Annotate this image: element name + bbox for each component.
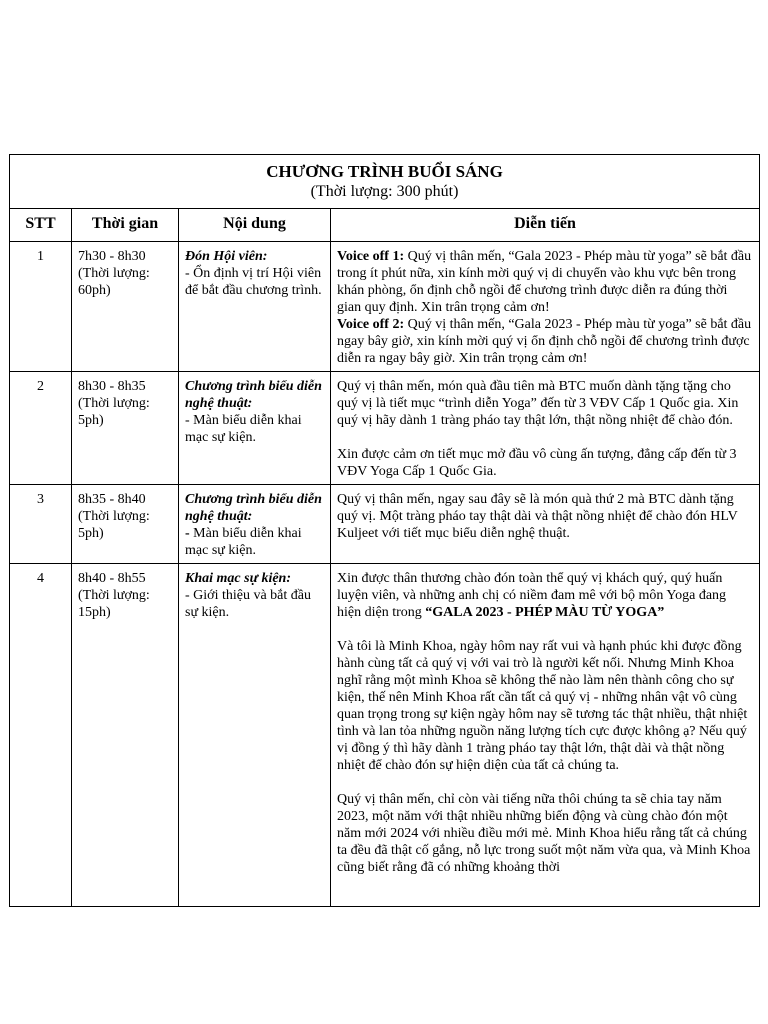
row-content-desc: Màn biểu diễn khai mạc sự kiện. — [185, 526, 302, 558]
row-stt: 3 — [10, 485, 72, 564]
row-time-cell — [72, 564, 179, 907]
row-progress-cell — [331, 564, 760, 907]
page-title: CHƯƠNG TRÌNH BUỔI SÁNG — [266, 162, 503, 181]
progress-paragraph: Và tôi là Minh Khoa, ngày hôm nay rất vui và hạnh phúc khi được đồng hành cùng tất cả quý vị với vai trò là người kết nối. Nhưng Minh Khoa nghĩ rằng một mình Khoa sẽ không thể nào làm nên thành công cho sự kiện, thế nên Minh Khoa rất cần tất cả quý vị - những nhân vật vô cùng quan trọng trong sự kiện ngày hôm nay sẽ tương tác thật nhiều, thật nhiệt tình và lan tỏa những nguồn năng lượng tích cực được không ạ? Nếu quý vị đồng ý thì hãy dành 1 tràng pháo tay thật lớn, thật dài và thật nồng nhiệt để chào đón sự hiện diện của tất cả chúng ta. — [337, 639, 748, 773]
column-header-stt: STT — [10, 209, 72, 242]
row-content-cell — [179, 564, 331, 907]
table-row — [10, 485, 760, 564]
row-stt: 1 — [10, 242, 72, 372]
row-time: 7h30 - 8h30 — [78, 249, 146, 264]
row-content-title: Chương trình biểu diễn nghệ thuật: — [185, 492, 322, 524]
voice-off-1 — [337, 248, 753, 316]
table-row — [10, 564, 760, 907]
page-subtitle: (Thời lượng: 300 phút) — [310, 183, 459, 200]
table-row — [10, 242, 760, 372]
progress-paragraph: Xin được cảm ơn tiết mục mở đầu vô cùng ấn tượng, đẳng cấp đến từ 3 VĐV Yoga Cấp 1 Quốc Gia. — [337, 447, 737, 479]
row-content-cell — [179, 242, 331, 372]
row-duration: (Thời lượng: 60ph) — [78, 266, 150, 298]
progress-paragraph: Quý vị thân mến, ngay sau đây sẽ là món quà thứ 2 mà BTC dành tặng quý vị. Một tràng pháo tay thật dài và thật nồng nhiệt để chào đón HLV Kuljeet với tiết mục biểu diễn nghệ thuật. — [337, 492, 738, 541]
row-stt: 4 — [10, 564, 72, 907]
progress-paragraph: Quý vị thân mến, chỉ còn vài tiếng nữa thôi chúng ta sẽ chia tay năm 2023, một năm với thật nhiều những biến động và cùng chào đón một năm mới 2024 với nhiều điều mới mẻ. Minh Khoa hiểu rằng tất cả chúng ta đều đã thật cố gắng, nỗ lực trong suốt một năm vừa qua, và Minh Khoa cũng biết rằng đã có những khoảng thời — [337, 792, 751, 875]
row-content-desc: - Màn biểu diễn khai mạc sự kiện. — [185, 413, 302, 445]
column-header-content: Nội dung — [179, 209, 331, 242]
program-table — [9, 154, 760, 907]
row-time: 8h30 - 8h35 — [78, 379, 146, 394]
voice-off-2-label: Voice off 2: — [337, 317, 405, 332]
row-content-desc: - Giới thiệu và bắt đầu sự kiện. — [185, 588, 311, 620]
row-time-cell — [72, 242, 179, 372]
table-title-row — [10, 155, 760, 209]
row-content-title: Chương trình biểu diễn nghệ thuật: — [185, 379, 322, 411]
progress-text: Xin được thân thương chào đón toàn thể quý vị khách quý, quý huấn luyện viên, và những anh chị có niềm đam mê với bộ môn Yoga đang hiện diện trong — [337, 571, 727, 620]
row-duration: (Thời lượng: 15ph) — [78, 588, 150, 620]
table-header-row — [10, 209, 760, 242]
progress-paragraph — [337, 570, 753, 621]
voice-off-2-text: Quý vị thân mến, “Gala 2023 - Phép màu từ yoga” sẽ bắt đầu ngay bây giờ, xin kính mời quý vị ổn định chỗ ngồi để chương trình được diễn ra ngay bây giờ. Xin trân trọng cảm ơn! — [337, 317, 752, 366]
row-content-title: Khai mạc sự kiện: — [185, 571, 292, 586]
row-content-cell — [179, 372, 331, 485]
voice-off-2 — [337, 316, 753, 367]
voice-off-1-label: Voice off 1: — [337, 249, 405, 264]
event-name: “GALA 2023 - PHÉP MÀU TỪ YOGA” — [425, 605, 665, 620]
row-progress-cell — [331, 242, 760, 372]
row-content-desc: - Ổn định vị trí Hội viên để bắt đầu chương trình. — [185, 266, 322, 298]
column-header-progress: Diễn tiến — [331, 209, 760, 242]
row-stt: 2 — [10, 372, 72, 485]
row-content-title: Đón Hội viên: — [185, 249, 268, 264]
row-time: 8h40 - 8h55 — [78, 571, 146, 586]
table-row — [10, 372, 760, 485]
row-progress-cell — [331, 372, 760, 485]
row-content-cell — [179, 485, 331, 564]
column-header-time: Thời gian — [72, 209, 179, 242]
voice-off-1-text: Quý vị thân mến, “Gala 2023 - Phép màu từ yoga” sẽ bắt đầu trong ít phút nữa, xin kính mời quý vị di chuyển vào khu vực bên trong khán phòng, ổn định chỗ ngồi để chương trình được diễn ra đúng thời gian quy định. Xin trân trọng cảm ơn! — [337, 249, 752, 315]
row-time-cell — [72, 485, 179, 564]
row-duration: (Thời lượng: 5ph) — [78, 396, 150, 428]
row-content-desc-line — [185, 525, 324, 559]
table-title-cell — [10, 155, 760, 209]
row-time: 8h35 - 8h40 — [78, 492, 146, 507]
row-duration: (Thời lượng: 5ph) — [78, 509, 150, 541]
row-progress-cell — [331, 485, 760, 564]
progress-paragraph: Quý vị thân mến, món quà đầu tiên mà BTC muốn dành tặng tặng cho quý vị là tiết mục “trình diễn Yoga” đến từ 3 VĐV Cấp 1 Quốc gia. Xin quý vị hãy dành 1 tràng pháo tay thật lớn, thật nồng nhiệt để chào đón. — [337, 379, 739, 428]
row-content-dash: - — [185, 526, 190, 541]
row-time-cell — [72, 372, 179, 485]
